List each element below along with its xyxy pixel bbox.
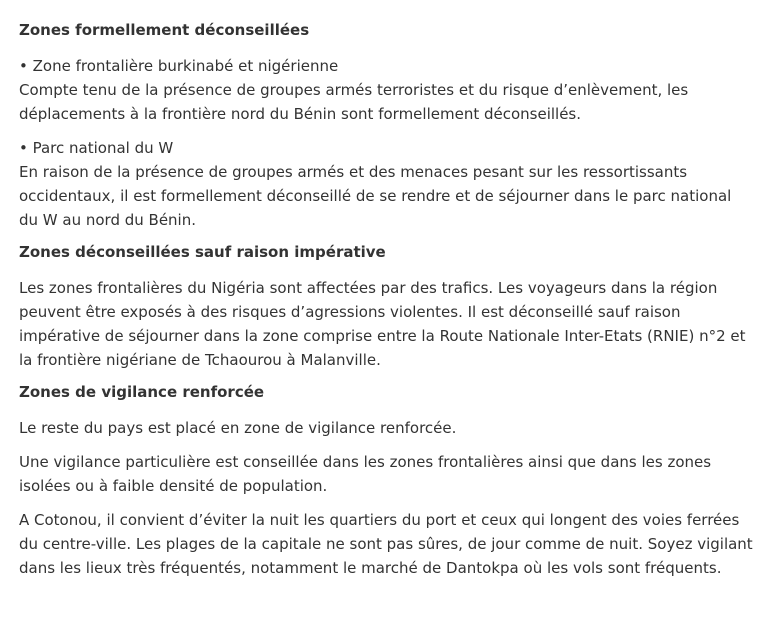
bullet-label: • Parc national du W [19,139,174,157]
section-title: Zones de vigilance renforcée [19,383,265,401]
paragraph-line: impérative de séjourner dans la zone comprise entre la Route Nationale Inter-Etats (RNIE) n°2 et [19,327,746,345]
bullet-label: • Zone frontalière burkinabé et nigérienne [19,57,339,75]
section-title: Zones déconseillées sauf raison impérative [19,243,386,261]
paragraph-line: Le reste du pays est placé en zone de vigilance renforcée. [19,419,457,437]
paragraph-line: Une vigilance particulière est conseillée dans les zones frontalières ainsi que dans les zones [19,453,712,471]
paragraph-line: En raison de la présence de groupes armés et des menaces pesant sur les ressortissants [19,163,688,181]
paragraph-line: A Cotonou, il convient d’éviter la nuit les quartiers du port et ceux qui longent des voies ferrées [19,511,740,529]
section-discouraged-except-imperative [19,242,770,372]
paragraph-border-isolated-areas [19,450,764,498]
section-title: Zones formellement déconseillées [19,21,310,39]
paragraph-cotonou [19,508,764,580]
paragraph-line: du W au nord du Bénin. [19,211,197,229]
paragraph-nigeria-border [19,276,764,372]
paragraph-line: du centre-ville. Les plages de la capitale ne sont pas sûres, de jour comme de nuit. Soyez vigilant [19,535,753,553]
paragraph-w-national-park [19,136,764,232]
paragraph-rest-of-country [19,416,764,440]
paragraph-line: déplacements à la frontière nord du Bénin sont formellement déconseillés. [19,105,582,123]
paragraph-line: isolées ou à faible densité de population. [19,477,328,495]
paragraph-line: Les zones frontalières du Nigéria sont affectées par des trafics. Les voyageurs dans la région [19,279,718,297]
paragraph-burkina-niger-border [19,54,764,126]
paragraph-line: occidentaux, il est formellement déconseillé de se rendre et de séjourner dans le parc national [19,187,732,205]
paragraph-line: Compte tenu de la présence de groupes armés terroristes et du risque d’enlèvement, les [19,81,689,99]
paragraph-line: peuvent être exposés à des risques d’agressions violentes. Il est déconseillé sauf raison [19,303,681,321]
section-formally-discouraged [19,20,770,232]
paragraph-line: la frontière nigériane de Tchaourou à Malanville. [19,351,381,369]
section-reinforced-vigilance [19,382,770,580]
paragraph-line: dans les lieux très fréquentés, notamment le marché de Dantokpa où les vols sont fréquents. [19,559,722,577]
